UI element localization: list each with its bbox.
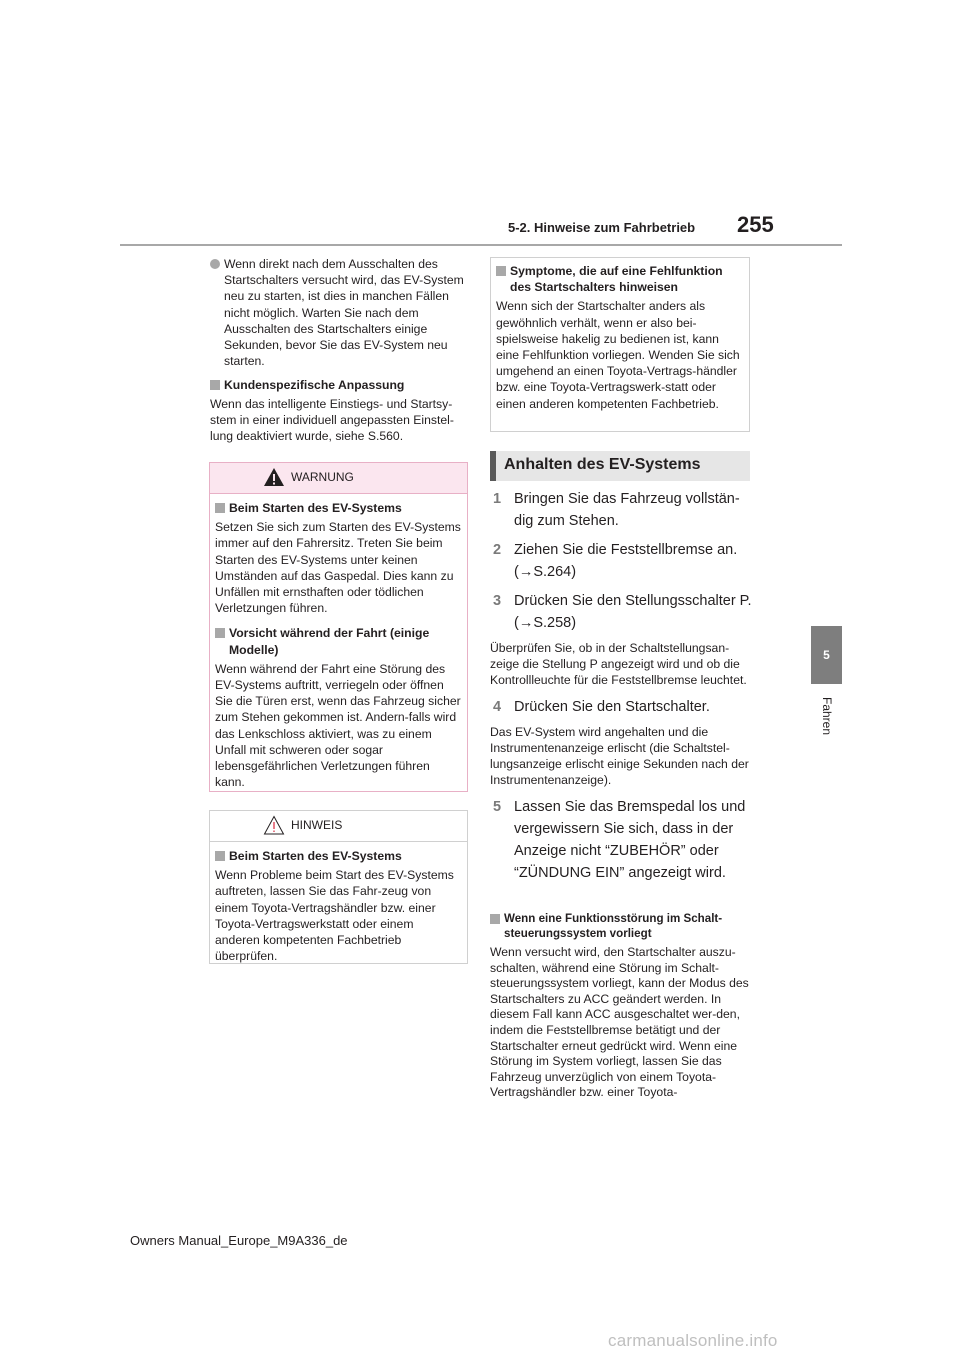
note-title: HINWEIS (291, 818, 343, 832)
warning-heading-1 (215, 500, 461, 516)
custom-heading-text: Kundenspezifische Anpassung (224, 378, 405, 393)
custom-text: Wenn das intelligente Einstiegs- und Startsy-stem in einer individuell angepassten Einstel-lung deaktiviert wurde, siehe S.560. (210, 396, 454, 444)
square-bullet-icon (215, 503, 225, 513)
section-title-accent (490, 451, 496, 481)
page-number: 255 (737, 212, 774, 237)
note-heading-1-text: Beim Starten des EV-Systems (229, 849, 402, 863)
warning-heading-1-text: Beim Starten des EV-Systems (229, 501, 402, 515)
note-text-1: Wenn Probleme beim Start des EV-Systems auftreten, lassen Sie das Fahr-zeug von einem Toyota-Vertragshändler bzw. einer Toyota-Vertragswerkstatt oder einem anderen kompetenten Fachbetrieb überprüfen. (215, 868, 454, 964)
step-number: 5 (493, 799, 502, 815)
step-number: 1 (493, 491, 502, 507)
step-text: Drücken Sie den Stellungsschalter P. (→S.258) (514, 593, 752, 631)
restart-bullet (210, 256, 468, 369)
malfunction-section (490, 911, 752, 1101)
symptom-body (491, 258, 749, 412)
note-body (210, 842, 467, 964)
step-number: 4 (493, 699, 502, 715)
step-text: Bringen Sie das Fahrzeug vollstän-dig zum Stehen. (514, 491, 740, 529)
bullet-dot-icon (210, 259, 220, 269)
chapter-label-text: Fahren (819, 696, 834, 736)
malfunction-heading (490, 911, 752, 941)
custom-heading (210, 377, 468, 393)
step-text: Drücken Sie den Startschalter. (514, 699, 710, 715)
square-bullet-icon (490, 914, 500, 924)
section-header: 5-2. Hinweise zum Fahrbetrieb (508, 220, 696, 235)
step-3 (490, 590, 752, 634)
warning-text-1: Setzen Sie sich zum Starten des EV-Systems immer auf den Fahrersitz. Treten Sie beim Starten des EV-Systems unter keinen Umständen auf das Gaspedal. Dies kann zu Unfällen mit ernsthaften oder tödlichen Verletzungen führen. (215, 520, 461, 616)
section-title-bar (490, 451, 750, 481)
note-heading-1 (215, 848, 461, 864)
footer-manual-id: Owners Manual_Europe_M9A336_de (130, 1233, 348, 1248)
symptom-text: Wenn sich der Startschalter anders als gewöhnlich verhält, wenn er also bei-spielsweise hakelig zu bedienen ist, kann eine Fehlfunktion vorliegen. Wenden Sie sich umgehend an einen Toyota-Vertrags-händler bzw. eine Toyota-Vertragswerk-statt oder einen anderen kompetenten Fachbetrieb. (496, 299, 740, 411)
warning-box (209, 462, 468, 792)
warning-triangle-icon (263, 467, 285, 487)
step-text: Ziehen Sie die Feststellbremse an. (→S.264) (514, 542, 738, 580)
warning-heading-2 (215, 625, 461, 657)
note-box (209, 810, 468, 964)
step-2 (490, 539, 752, 583)
step-number: 2 (493, 542, 502, 558)
malfunction-heading-text: Wenn eine Funktionsstörung im Schalt-steuerungssystem vorliegt (504, 912, 723, 940)
step-3-note: Überprüfen Sie, ob in der Schaltstellungsan-zeige die Stellung P angezeigt wird und ob die Kontrollleuchte für die Feststellbremse leuchtet. (490, 641, 747, 687)
square-bullet-icon (210, 380, 220, 390)
section-title: Anhalten des EV-Systems (504, 456, 701, 473)
steps-list (490, 488, 752, 884)
symptom-heading (496, 263, 743, 295)
symptom-box (490, 257, 750, 432)
malfunction-text: Wenn versucht wird, den Startschalter auszu-schalten, während eine Störung im Schalt-steuerungssystem vorliegt, kann der Modus des Startschalters zu ACC geändert werden. In diesem Fall kann ACC ausgeschaltet wer-den, indem die Feststellbremse betätigt und der Startschalter erneut gedrückt wird. Wenn eine Störung im System vorliegt, lassen Sie das Fahrzeug unverzüglich von einem Toyota-Vertragshändler bzw. einer Toyota- (490, 945, 749, 1100)
note-header (210, 811, 467, 842)
step-number: 3 (493, 593, 502, 609)
warning-title: WARNUNG (291, 470, 354, 484)
step-4 (490, 696, 752, 718)
step-1 (490, 488, 752, 532)
chapter-tab-label (811, 686, 842, 746)
chapter-tab-number[interactable]: 5 (811, 626, 842, 684)
step-4-note: Das EV-System wird angehalten und die Instrumentenanzeige erlischt (die Schaltstel-lungsanzeige erlischt einige Sekunden nach der Instrumentenanzeige). (490, 725, 749, 787)
symptom-heading-text: Symptome, die auf eine Fehlfunktion des Startschalters hinweisen (510, 264, 723, 295)
warning-text-2: Wenn während der Fahrt eine Störung des EV-Systems auftritt, verriegeln oder öffnen Sie die Türen erst, wenn das Fahrzeug sicher zum Stehen gekommen ist. Andern-falls wird das Lenkschloss aktiviert, was zu einem Unfall mit schweren oder sogar lebensgefährlichen Verletzungen führen kann. (215, 661, 461, 790)
left-column (210, 256, 468, 444)
warning-body (210, 494, 467, 790)
warning-heading-2-text: Vorsicht während der Fahrt (einige Modelle) (229, 626, 430, 657)
step-text: Lassen Sie das Bremspedal los und vergewissern Sie sich, dass in der Anzeige nicht “ZUBEHÖR” oder “ZÜNDUNG EIN” angezeigt wird. (514, 799, 746, 881)
header-divider (120, 244, 842, 246)
square-bullet-icon (215, 851, 225, 861)
restart-bullet-text: Wenn direkt nach dem Ausschalten des Startschalters versucht wird, das EV-System neu zu starten, ist dies in manchen Fällen nicht möglich. Warten Sie nach dem Ausschalten des Startschalters einige Sekunden, bevor Sie das EV-System neu starten. (224, 257, 464, 369)
square-bullet-icon (496, 266, 506, 276)
square-bullet-icon (215, 628, 225, 638)
watermark[interactable]: carmanualsonline.info (608, 1331, 778, 1350)
step-5 (490, 796, 752, 884)
warning-header (210, 463, 467, 494)
caution-triangle-icon (263, 815, 285, 835)
